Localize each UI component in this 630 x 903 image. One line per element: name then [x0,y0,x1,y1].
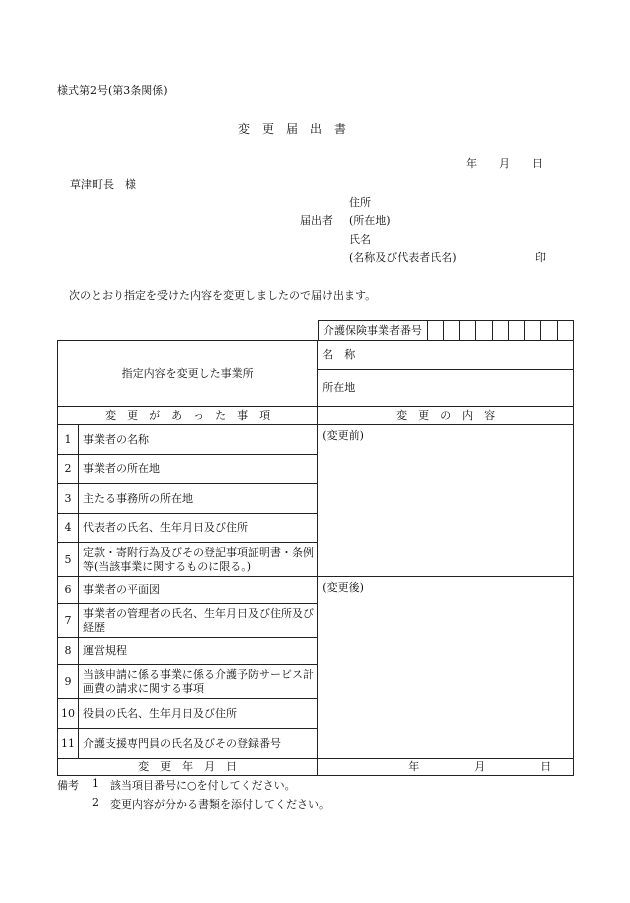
location-label: (所在地) [349,214,391,227]
addressee: 草津町長 様 [70,178,136,191]
item-text: 事業者の平面図 [78,577,317,604]
item-text: 運営規程 [78,638,317,665]
item-number[interactable]: 5 [58,543,79,577]
item-number[interactable]: 8 [58,638,79,665]
before-change-label: (変更前) [322,429,364,442]
item-text: 事業者の管理者の氏名、生年月日及び住所及び経歴 [78,604,317,638]
item-text: 当該申請に係る事業に係る介護予防サービス計画費の請求に関する事項 [78,665,317,699]
office-address-field[interactable] [318,370,574,407]
office-name-label: 名 称 [322,348,356,361]
insurer-number-digit[interactable] [541,321,557,341]
insurer-number-digit[interactable] [557,321,573,341]
name-label: 氏名 [349,233,371,246]
office-address-label: 所在地 [322,381,356,394]
rep-name-label: (名称及び代表者氏名) [349,251,457,264]
insurer-number-digit[interactable] [460,321,476,341]
document-title: 変 更 届 出 書 [238,122,347,136]
change-contents-header: 変 更 の 内 容 [318,407,574,425]
item-number[interactable]: 11 [58,729,79,759]
item-number[interactable]: 3 [58,484,79,514]
item-text: 代表者の氏名、生年月日及び住所 [78,514,317,543]
office-name-field[interactable] [318,341,574,370]
insurer-number-table [318,320,574,341]
item-number[interactable]: 2 [58,455,79,484]
item-number[interactable]: 10 [58,699,79,729]
address-label: 住所 [349,196,371,209]
item-number[interactable]: 6 [58,577,79,604]
change-date-label: 変 更 年 月 日 [58,759,318,776]
insurer-number-digit[interactable] [427,321,443,341]
insurer-number-label: 介護保険事業者番号 [319,321,428,341]
seal-mark: 印 [535,251,546,264]
item-number[interactable]: 4 [58,514,79,543]
change-date-field[interactable]: 年 月 日 [318,759,574,776]
item-text: 定款・寄附行為及びその登記事項証明書・条例等(当該事業に関するものに限る。) [78,543,317,577]
reporter-label: 届出者 [300,214,333,227]
item-text: 事業者の所在地 [78,455,317,484]
insurer-number-digit[interactable] [443,321,459,341]
item-text: 事業者の名称 [78,425,317,455]
insurer-number-digit[interactable] [525,321,541,341]
item-text: 介護支援専門員の氏名及びその登録番号 [78,729,317,759]
note-number: 2 [92,796,99,809]
insurer-number-digit[interactable] [476,321,492,341]
form-number: 様式第2号(第3条関係) [57,84,168,97]
item-number[interactable]: 9 [58,665,79,699]
intro-text: 次のとおり指定を受けた内容を変更しましたので届け出ます。 [69,289,377,302]
item-text: 主たる事務所の所在地 [78,484,317,514]
before-change-field[interactable] [318,425,574,577]
note-number: 1 [92,777,99,790]
note-text: 変更内容が分かる書類を添付してください。 [110,798,330,811]
date-line: 年 月 日 [466,157,543,170]
insurer-number-digit[interactable] [508,321,524,341]
item-number[interactable]: 7 [58,604,79,638]
after-change-field[interactable] [318,577,574,759]
office-label: 指定内容を変更した事業所 [58,341,318,407]
insurer-number-digit[interactable] [492,321,508,341]
changed-items-header: 変 更 が あ っ た 事 項 [58,407,318,425]
item-number[interactable]: 1 [58,425,79,455]
notes-label: 備考 [57,779,79,792]
note-text: 該当項目番号に○を付してください。 [110,779,296,792]
after-change-label: (変更後) [322,581,364,594]
change-form-table [57,340,574,776]
item-text: 役員の氏名、生年月日及び住所 [78,699,317,729]
